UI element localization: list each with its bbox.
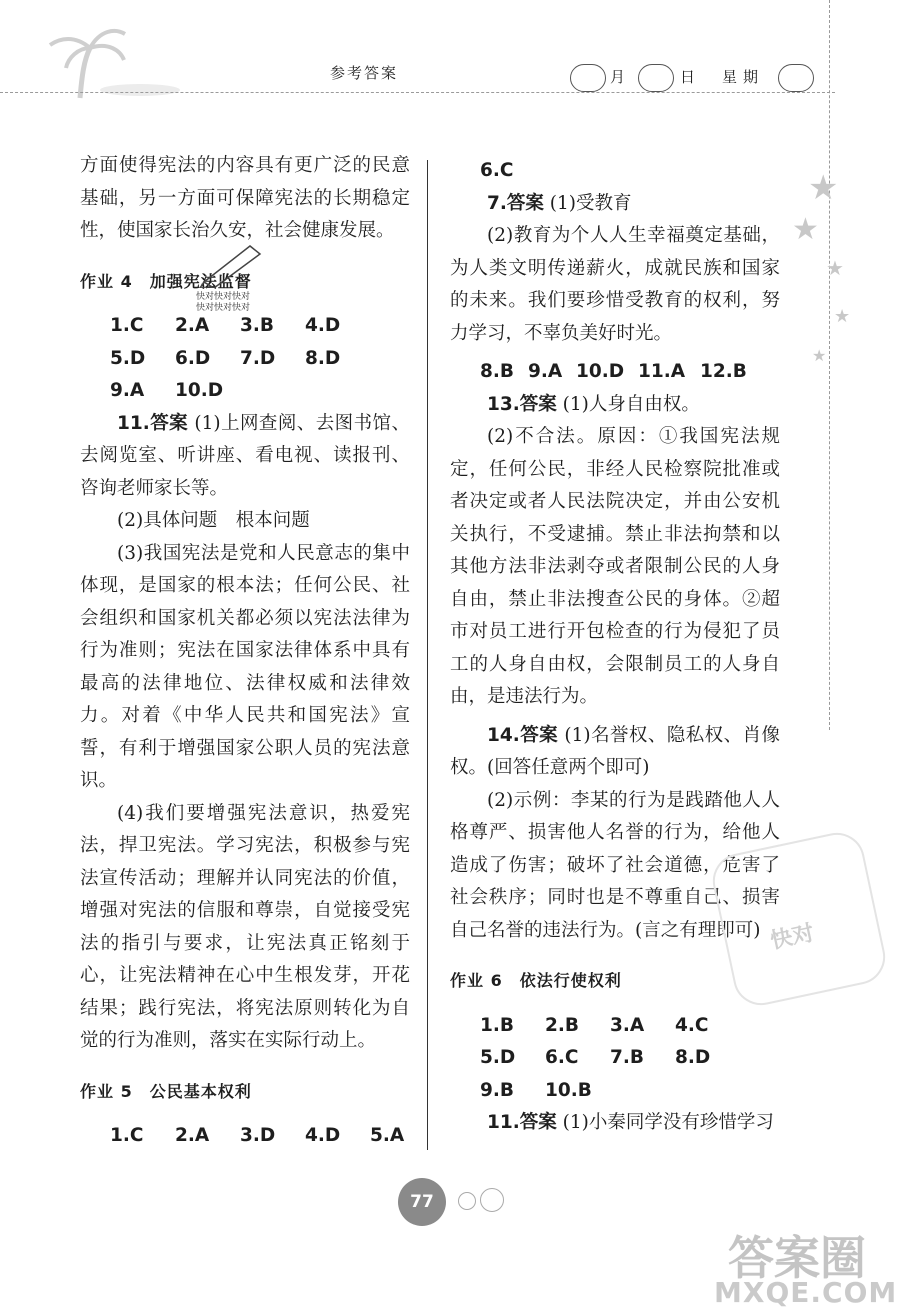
watermark-url: MXQE.COM: [714, 1276, 898, 1309]
star-icon: ★: [812, 346, 827, 365]
answer: 2.A: [175, 1125, 210, 1146]
question-14: [450, 720, 780, 785]
answer: 12.B: [700, 361, 747, 382]
answer-text: (4)我们要增强宪法意识，热爱宪法，捍卫宪法。学习宪法，积极参与宪法宣传活动；理解并认同宪法的价值，增强对宪法的信服和尊崇，自觉接受宪法的指引与要求，让宪法真正铭刻于心，让宪法精神在心中生根发芽，开花结果；践行宪法，将宪法原则转化为自觉的行为准则，落实在实际行动上。: [80, 802, 410, 1051]
answer: 1.C: [110, 1125, 144, 1146]
answer: 9.B: [480, 1079, 515, 1101]
question-number: 7.答案: [487, 192, 544, 214]
header-title: 参考答案: [330, 64, 399, 82]
page-number: 77: [398, 1178, 446, 1226]
answer: 10.D: [576, 361, 625, 382]
section-heading-6: 作业 6 依法行使权利: [450, 971, 622, 990]
answer-row: [80, 310, 410, 343]
question-11: [80, 408, 410, 506]
answer: 2.B: [545, 1014, 580, 1036]
badge-text: 快对: [768, 920, 817, 955]
answer: 5.D: [110, 347, 146, 369]
margin-dotted-line: [829, 0, 830, 730]
answer-row: [450, 1075, 780, 1108]
star-icon: ★: [826, 256, 844, 280]
date-box-2: [638, 64, 674, 92]
answer: 3.D: [240, 1125, 276, 1146]
answer-text: (2)示例：李某的行为是践踏他人人格尊严、损害他人名誉的行为，给他人造成了伤害；破坏了社会道德，危害了社会秩序；同时也是不尊重自己、损害自己名誉的违法行为。(言之有理即可): [450, 789, 780, 941]
watermark-text: 答案圈: [728, 1231, 866, 1285]
pen-stamp-icon: [196, 238, 266, 288]
answer: 6.C: [545, 1047, 579, 1068]
answer-row: [450, 1010, 780, 1043]
question-number: 11.答案: [487, 1112, 557, 1133]
answer-text: (1)受教育: [549, 192, 632, 214]
section-heading-5: 作业 5 公民基本权利: [80, 1081, 252, 1101]
date-box-1: [570, 64, 606, 92]
answer: 9.A: [110, 380, 145, 401]
header-divider: [0, 92, 835, 93]
answer-text: (1)小秦同学没有珍惜学习: [562, 1112, 774, 1133]
stamp-line: 快对快对快对: [196, 303, 251, 313]
date-week-label: 星期: [722, 68, 765, 86]
answer-row: [80, 375, 410, 408]
decor-circle: [480, 1188, 504, 1212]
paragraph: 方面使得宪法的内容具有更广泛的民意基础，另一方面可保障宪法的长期稳定性，使国家长治久安，社会健康发展。: [80, 155, 410, 241]
stamp-text: [196, 292, 250, 314]
answer: 3.B: [240, 315, 275, 336]
answer: 9.A: [528, 361, 563, 382]
answer: 7.B: [610, 1047, 645, 1068]
answer-text: (1)名誉权、隐私权、肖像权。(回答任意两个即可): [450, 724, 780, 778]
answer: 10.B: [545, 1079, 592, 1101]
right-column: [450, 155, 780, 1140]
answer: 2.A: [175, 315, 210, 336]
answer: 10.D: [175, 380, 224, 401]
star-icon: ★: [792, 212, 819, 247]
question-number: 13.答案: [487, 393, 557, 415]
answer-text: (2)具体问题 根本问题: [117, 510, 310, 531]
question-number: 11.答案: [117, 412, 189, 434]
answer: 5.A: [370, 1125, 405, 1146]
column-divider: [427, 160, 428, 1150]
question-number: 14.答案: [487, 724, 559, 746]
answer: 1.C: [110, 315, 144, 336]
answer: 11.A: [638, 361, 686, 382]
question-13: [450, 389, 780, 422]
answer: 4.D: [305, 315, 341, 336]
question-7: [450, 188, 780, 221]
date-day-label: 日: [680, 68, 696, 86]
answer: 4.C: [675, 1014, 709, 1036]
answer: 3.A: [610, 1014, 645, 1036]
answer-text: (1)人身自由权。: [562, 393, 700, 415]
answer: 6.C: [480, 160, 514, 181]
answer-text: (2)不合法。原因：①我国宪法规定，任何公民，非经人民检察院批准或者决定或者人民法院决定，并由公安机关执行，不受逮捕。禁止非法拘禁和以其他方法非法剥夺或者限制公民的人身自由，禁止非法搜查公民的身体。②超市对员工进行开包检查的行为侵犯了员工的人身自由权，会限制员工的人身自由，是违法行为。: [450, 426, 780, 707]
answer: 5.D: [480, 1047, 516, 1068]
answer-row: [80, 343, 410, 376]
answer-text: (2)教育为个人人生幸福奠定基础，为人类文明传递薪火，成就民族和国家的未来。我们要珍惜受教育的权利，努力学习，不辜负美好时光。: [450, 225, 780, 344]
question-11: [450, 1107, 780, 1140]
answer-row: [80, 1120, 410, 1153]
answer: 4.D: [305, 1125, 341, 1146]
date-box-3: [778, 64, 814, 92]
stamp-line: 快对快对快对: [196, 292, 251, 302]
section-heading-4: 作业 4 加强宪法监督: [80, 271, 252, 291]
answer-text: (3)我国宪法是党和人民意志的集中体现，是国家的根本法；任何公民、社会组织和国家机关都必须以宪法法律为行为准则；宪法在国家法律体系中具有最高的法律地位、法律权威和法律效力。对着《中华人民共和国宪法》宣誓，有利于增强国家公职人员的宪法意识。: [80, 542, 410, 791]
answer-row: [450, 1042, 780, 1075]
star-icon: ★: [834, 306, 851, 327]
decor-circle: [458, 1192, 476, 1210]
date-month-label: 月: [610, 68, 626, 86]
answer-text: (1)上网查阅、去图书馆、去阅览室、听讲座、看电视、读报刊、咨询老师家长等。: [80, 412, 410, 499]
answer: 6.D: [175, 347, 211, 369]
answer: 1.B: [480, 1014, 515, 1036]
answer: 7.D: [240, 347, 276, 369]
answer-row: [450, 356, 780, 389]
answer: 8.B: [480, 361, 515, 382]
palm-tree-logo: [20, 20, 180, 100]
answer: 8.D: [675, 1047, 711, 1068]
answer: 8.D: [305, 347, 341, 369]
star-icon: ★: [808, 168, 839, 208]
